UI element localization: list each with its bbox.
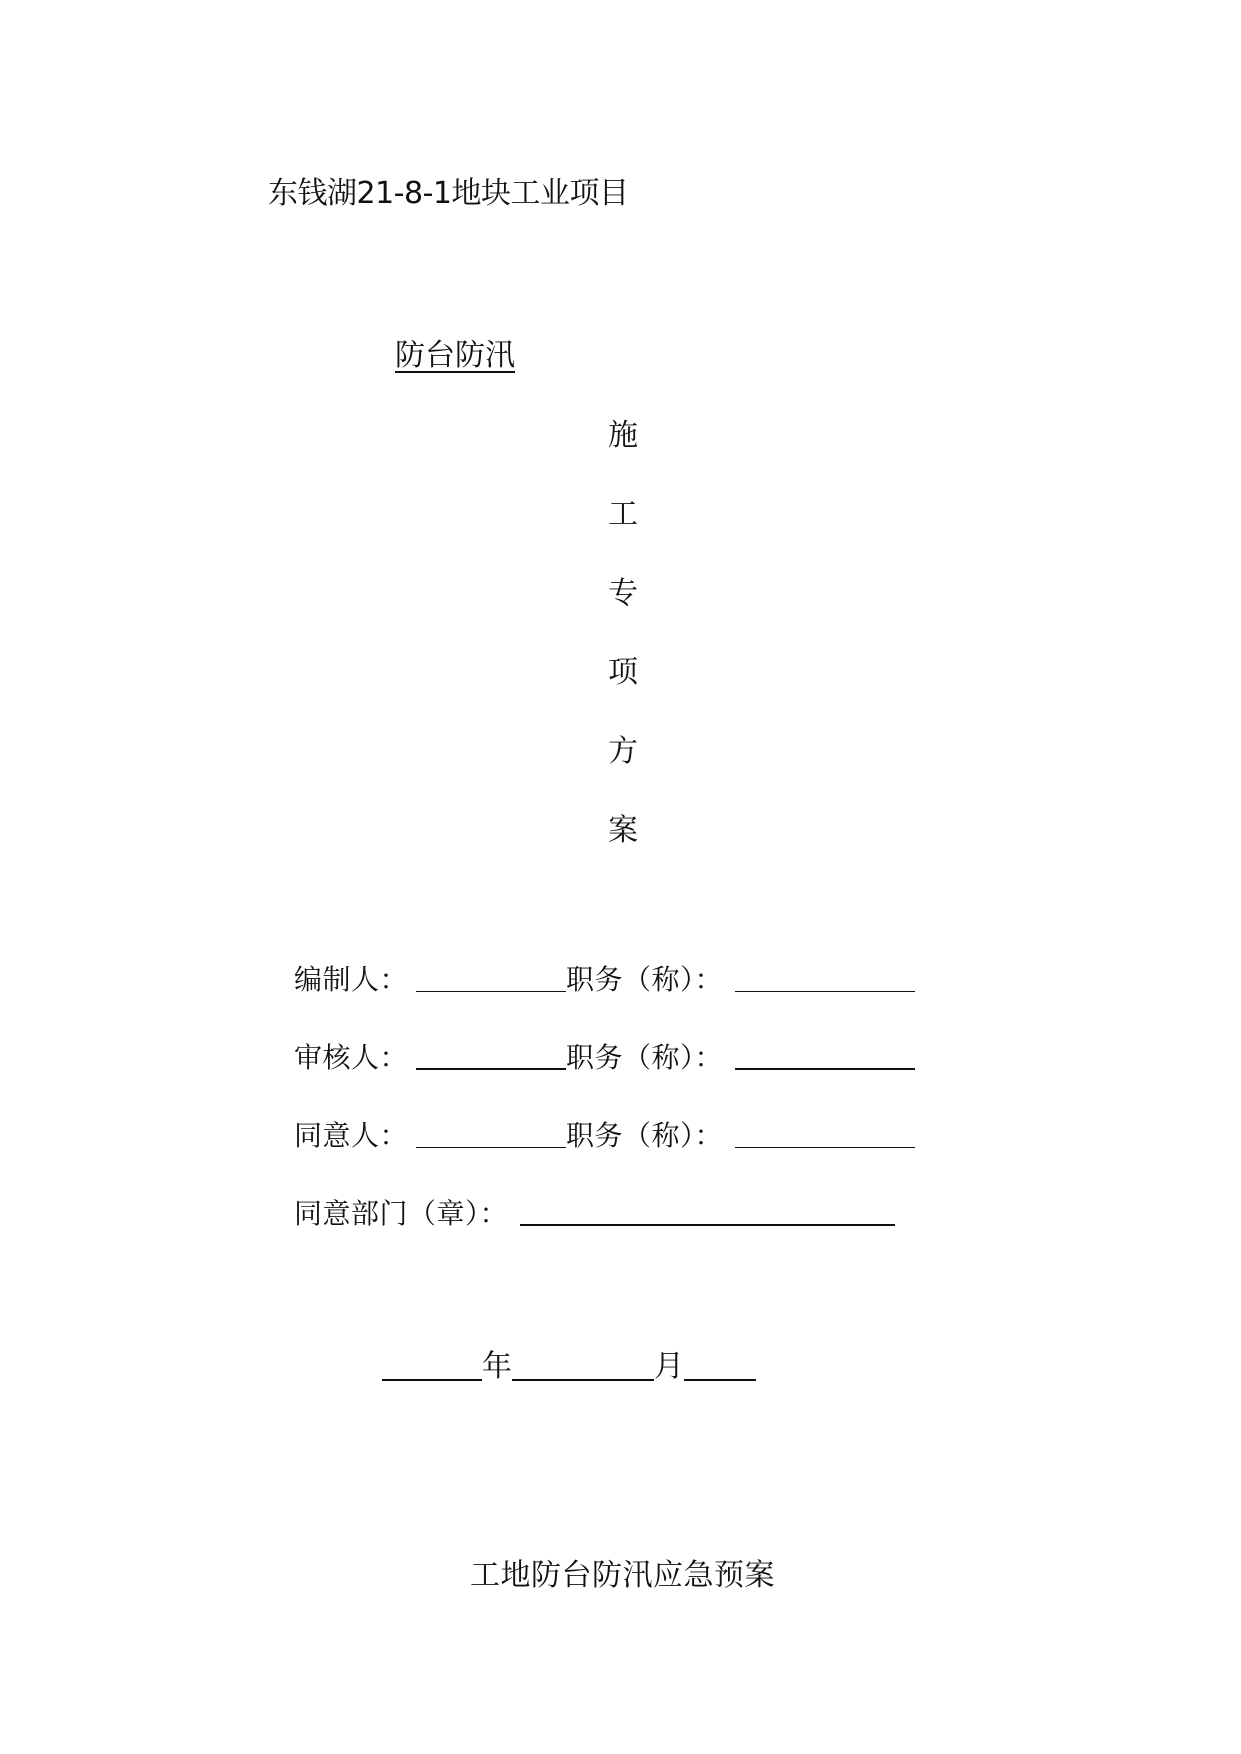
- compiler-label: 编制人：: [294, 963, 409, 996]
- department-seal-blank[interactable]: [520, 1194, 895, 1226]
- compiler-name-blank[interactable]: [416, 961, 566, 992]
- compiler-position-blank[interactable]: [735, 961, 915, 992]
- compiler-row: [294, 958, 915, 998]
- reviewer-position-label: 职务（称）：: [566, 1041, 724, 1074]
- reviewer-label: 审核人：: [294, 1041, 409, 1074]
- date-row: [382, 1345, 756, 1385]
- reviewer-row: [294, 1036, 915, 1076]
- month-blank[interactable]: [512, 1349, 654, 1381]
- approver-position-blank[interactable]: [735, 1117, 915, 1148]
- section-title: 工地防台防汛应急预案: [470, 1558, 775, 1593]
- reviewer-position-blank[interactable]: [735, 1038, 915, 1070]
- vertical-title-char: 工: [608, 497, 638, 532]
- vertical-title-char: 方: [608, 734, 638, 769]
- day-blank[interactable]: [684, 1349, 756, 1381]
- department-label: 同意部门（章）：: [294, 1197, 509, 1230]
- vertical-title-char: 案: [608, 813, 638, 848]
- vertical-title-char: 项: [608, 655, 638, 690]
- plan-subject: 防台防汛: [395, 338, 515, 373]
- reviewer-name-blank[interactable]: [416, 1038, 566, 1070]
- vertical-title-char: 施: [608, 418, 638, 453]
- year-blank[interactable]: [382, 1349, 482, 1381]
- approver-row: [294, 1114, 915, 1154]
- approver-name-blank[interactable]: [416, 1117, 566, 1148]
- approver-label: 同意人：: [294, 1119, 409, 1152]
- month-label: 月: [654, 1349, 684, 1384]
- department-row: [294, 1192, 895, 1232]
- approver-position-label: 职务（称）：: [566, 1119, 724, 1152]
- project-title: 东钱湖21-8-1地块工业项目: [268, 176, 629, 211]
- vertical-title-char: 专: [608, 576, 638, 611]
- year-label: 年: [482, 1349, 512, 1384]
- compiler-position-label: 职务（称）：: [566, 963, 724, 996]
